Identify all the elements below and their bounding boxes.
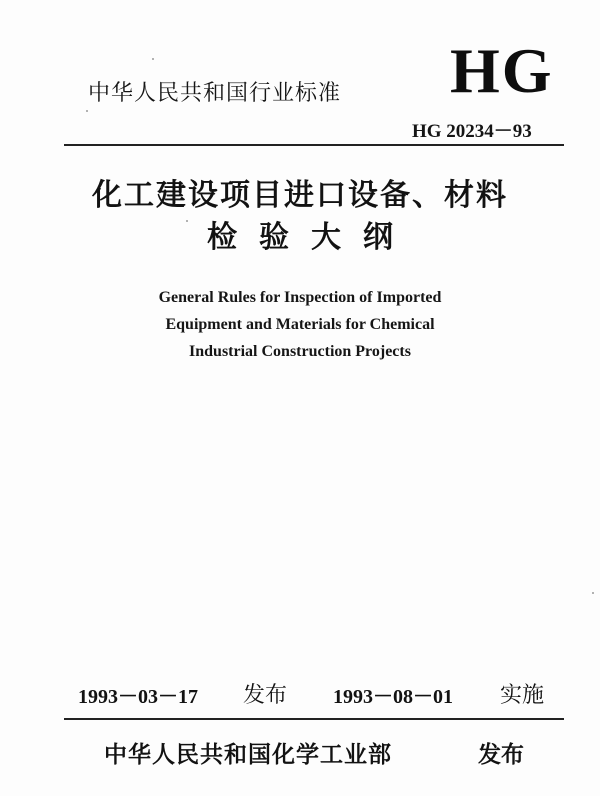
standard-code-mark: HG [450, 35, 554, 106]
scan-speck [86, 110, 88, 112]
issue-date: 1993－03－17 [78, 686, 198, 708]
top-divider [64, 144, 564, 146]
implement-label: 实施 [500, 683, 545, 708]
issue-label: 发布 [243, 683, 288, 708]
dates-row [0, 680, 600, 712]
title-english-line: Equipment and Materials for Chemical [165, 316, 435, 333]
issuing-action: 发布 [478, 742, 524, 768]
scan-speck [592, 592, 594, 594]
title-chinese-line-1: 化工建设项目进口设备、材料 [92, 178, 508, 213]
issuing-authority: 中华人民共和国化学工业部 [104, 742, 392, 768]
title-english-line: General Rules for Inspection of Imported [158, 289, 442, 306]
title-chinese-line-2: 检验大纲 [207, 220, 415, 255]
standard-number: HG 20234－93 [412, 121, 532, 142]
implement-date: 1993－08－01 [333, 686, 453, 708]
scan-speck [186, 220, 188, 222]
title-english-line: Industrial Construction Projects [189, 343, 411, 360]
title-english [0, 284, 600, 365]
bottom-divider [64, 718, 564, 720]
scan-speck [152, 58, 154, 60]
standard-category: 中华人民共和国行业标准 [88, 81, 342, 106]
